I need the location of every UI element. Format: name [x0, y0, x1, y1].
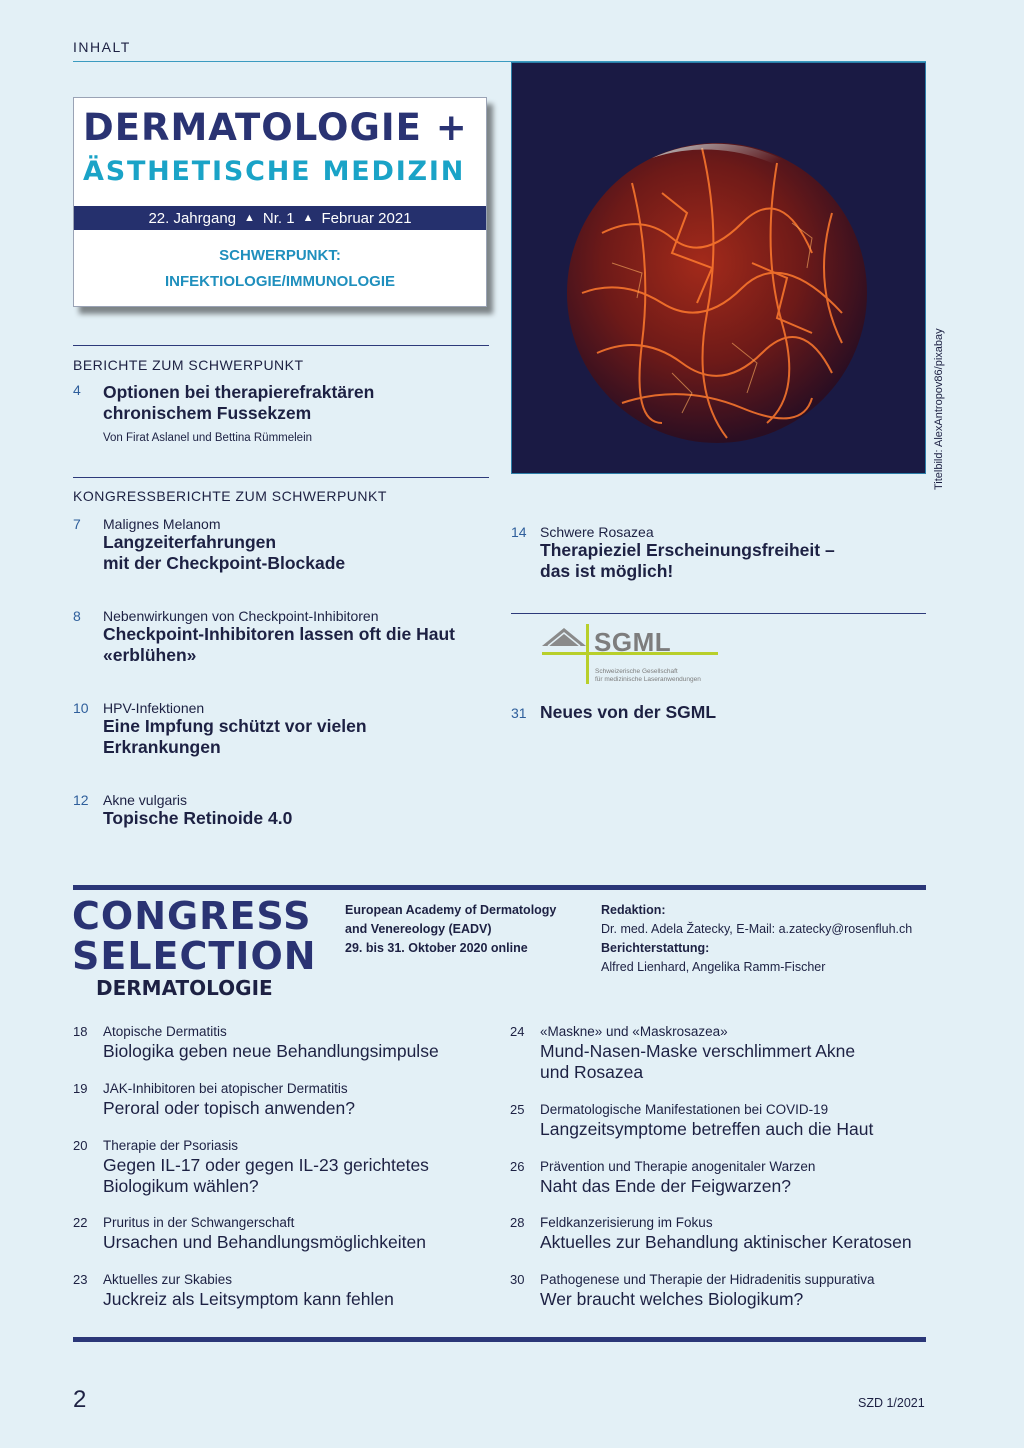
congress-entry[interactable]: [73, 1081, 503, 1131]
page-number: 19: [73, 1081, 88, 1096]
entry-title-line2: mit der Checkpoint-Blockade: [103, 553, 346, 573]
congress-event: European Academy of Dermatology and Venereology (EADV) 29. bis 31. Oktober 2020 online: [345, 903, 557, 955]
congress-entry[interactable]: [510, 1159, 926, 1209]
page-number: 4: [73, 382, 81, 398]
congress-selection-logo: CONGRESS SELECTION: [72, 894, 317, 978]
volume: 22. Jahrgang: [148, 209, 237, 227]
entry-title-line1: Optionen bei therapierefraktären: [103, 382, 375, 402]
congress-entry[interactable]: [73, 1024, 503, 1074]
entry-kicker: Aktuelles zur Skabies: [103, 1272, 233, 1287]
entry-title-line1: Topische Retinoide 4.0: [103, 808, 293, 828]
page-number: 24: [510, 1024, 525, 1039]
entry-authors: Von Firat Aslanel und Bettina Rümmelein: [103, 432, 313, 444]
page-number: 8: [73, 608, 81, 624]
page-number: 7: [73, 516, 81, 532]
entry-kicker: «Maskne» und «Maskrosazea»: [540, 1024, 728, 1039]
section-rule: [73, 345, 489, 346]
entry-kicker: Akne vulgaris: [103, 792, 188, 808]
issue-date: Februar 2021: [321, 209, 412, 227]
congress-editorial: Redaktion: Dr. med. Adela Žatecky, E-Mail: a.zatecky@rosenfluh.ch Berichterstattung: Alfred Lienhard, Angelika Ramm-Fischer: [601, 901, 912, 977]
entry-title: Gegen IL-17 oder gegen IL-23 gerichtetes Biologikum wählen?: [103, 1155, 429, 1196]
page-number: 22: [73, 1215, 88, 1230]
entry-title: Wer braucht welches Biologikum?: [540, 1289, 804, 1309]
entry-kicker: Pathogenese und Therapie der Hidradenitis suppurativa: [540, 1272, 875, 1287]
page-number: 18: [73, 1024, 88, 1039]
entry-kicker: Feldkanzerisierung im Fokus: [540, 1215, 713, 1230]
congress-bottom-rule: [73, 1337, 926, 1342]
entry-title: Ursachen und Behandlungsmöglichkeiten: [103, 1232, 426, 1252]
entry-title-line1: Langzeiterfahrungen: [103, 532, 277, 552]
sgml-logo-subtitle: Schweizerische Gesellschaft für medizinische Laseranwendungen: [595, 668, 701, 683]
section-rule: [73, 477, 489, 478]
page-number: 28: [510, 1215, 525, 1230]
entry-title: Peroral oder topisch anwenden?: [103, 1098, 355, 1118]
page-number: 10: [73, 700, 89, 716]
entry-title: Langzeitsymptome betreffen auch die Haut: [540, 1119, 874, 1139]
page-number: 26: [510, 1159, 525, 1174]
sgml-logo-name: SGML: [594, 627, 672, 657]
cracked-sphere-illustration: [512, 63, 926, 474]
section-rule: [511, 613, 926, 614]
issue-footer: SZD 1/2021: [858, 1396, 925, 1410]
entry-title-line2: «erblühen»: [103, 645, 197, 665]
congress-entry[interactable]: [510, 1272, 926, 1322]
issue-bar: [74, 206, 486, 230]
entry-title-line1: Checkpoint-Inhibitoren lassen oft die Haut: [103, 624, 455, 644]
entry-kicker: JAK-Inhibitoren bei atopischer Dermatitis: [103, 1081, 348, 1096]
page-number: 25: [510, 1102, 525, 1117]
page-number: 14: [511, 524, 527, 540]
congress-logo-dermatologie: DERMATOLOGIE: [96, 976, 273, 1000]
entry-title: Naht das Ende der Feigwarzen?: [540, 1176, 791, 1196]
entry-kicker: HPV-Infektionen: [103, 700, 205, 716]
entry-kicker: Schwere Rosazea: [540, 524, 654, 540]
journal-title-line1: DERMATOLOGIE +: [83, 106, 468, 149]
congress-entry[interactable]: [510, 1024, 926, 1094]
congress-reports-label: KONGRESSBERICHTE ZUM SCHWERPUNKT: [73, 488, 387, 504]
entry-kicker: Malignes Melanom: [103, 516, 221, 532]
cover-credit: Titelbild: AlexAntropov86/pixabay: [933, 328, 945, 490]
focus-line2: INFEKTIOLOGIE/IMMUNOLOGIE: [165, 273, 395, 290]
entry-title-line2: das ist möglich!: [540, 561, 674, 581]
congress-entry[interactable]: [73, 1138, 503, 1208]
page-number: 23: [73, 1272, 88, 1287]
page-number: 30: [510, 1272, 525, 1287]
congress-entry[interactable]: [510, 1102, 926, 1152]
journal-masthead: [73, 97, 487, 307]
page-number: 31: [511, 705, 527, 721]
issue-number: Nr. 1: [262, 209, 295, 227]
section-header: INHALT: [73, 39, 131, 55]
entry-title: Mund-Nasen-Maske verschlimmert Akne und Rosazea: [540, 1041, 856, 1082]
reporters: Alfred Lienhard, Angelika Ramm-Fischer: [601, 960, 826, 974]
entry-title-line1: Therapieziel Erscheinungsfreiheit –: [540, 540, 835, 560]
reports-label: BERICHTE ZUM SCHWERPUNKT: [73, 357, 304, 373]
entry-title-line2: Erkrankungen: [103, 737, 221, 757]
congress-entry[interactable]: [73, 1272, 503, 1322]
page-number: 12: [73, 792, 89, 808]
entry-title-line1: Eine Impfung schützt vor vielen: [103, 716, 367, 736]
entry-title: Juckreiz als Leitsymptom kann fehlen: [103, 1289, 394, 1309]
page-number: 20: [73, 1138, 88, 1153]
cover-image: [511, 62, 926, 474]
entry-kicker: Therapie der Psoriasis: [103, 1138, 239, 1153]
entry-title: Aktuelles zur Behandlung aktinischer Keratosen: [540, 1232, 912, 1252]
congress-top-rule: [73, 885, 926, 890]
entry-title: Biologika geben neue Behandlungsimpulse: [103, 1041, 439, 1061]
triangle-icon: ▲: [244, 212, 255, 224]
page-number-footer: 2: [73, 1386, 87, 1413]
entry-kicker: Nebenwirkungen von Checkpoint-Inhibitoren: [103, 608, 379, 624]
editor-contact: Dr. med. Adela Žatecky, E-Mail: a.zatecky@rosenfluh.ch: [601, 922, 913, 936]
entry-kicker: Atopische Dermatitis: [103, 1024, 227, 1039]
focus-line1: SCHWERPUNKT:: [219, 247, 341, 264]
entry-title-line1: Neues von der SGML: [540, 702, 717, 722]
entry-kicker: Dermatologische Manifestationen bei COVID-19: [540, 1102, 829, 1117]
congress-entry[interactable]: [510, 1215, 926, 1265]
journal-title-line2: ÄSTHETISCHE MEDIZIN: [83, 156, 466, 187]
triangle-icon: ▲: [302, 212, 314, 224]
sgml-logo: [540, 622, 730, 688]
congress-entry[interactable]: [73, 1215, 503, 1265]
entry-title-line2: chronischem Fussekzem: [103, 403, 312, 423]
entry-kicker: Pruritus in der Schwangerschaft: [103, 1215, 295, 1230]
entry-kicker: Prävention und Therapie anogenitaler Warzen: [540, 1159, 816, 1174]
